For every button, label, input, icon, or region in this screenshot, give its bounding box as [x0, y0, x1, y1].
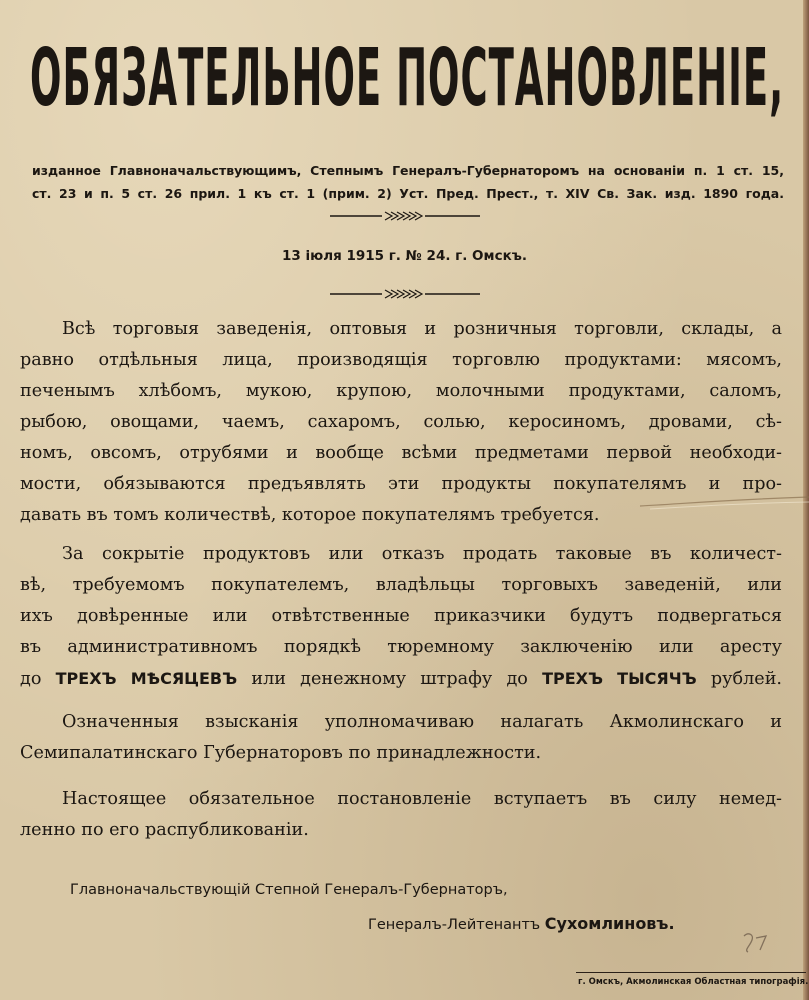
- paragraph-4: [20, 784, 782, 846]
- text-line: давать въ томъ количествѣ, которое покупателямъ требуется.: [20, 505, 600, 525]
- text-line: Всѣ торговыя заведенія, оптовыя и розничныя торговли, склады, а: [62, 319, 782, 339]
- text-line: въ административномъ порядкѣ тюремному заключенію или аресту: [20, 637, 782, 657]
- paragraph-3: [20, 707, 782, 769]
- penalty-term-bold: ТРЕХЪ МѢСЯЦЕВЪ: [55, 669, 238, 688]
- text-fragment: рублей.: [696, 669, 783, 689]
- text-line: вѣ, требуемомъ покупателемъ, владѣльцы торговыхъ заведеній, или: [20, 575, 782, 595]
- signatory-line: [368, 914, 675, 933]
- penalty-amount-bold: ТРЕХЪ ТЫСЯЧЪ: [542, 669, 697, 688]
- text-line: рыбою, овощами, чаемъ, сахаромъ, солью, керосиномъ, дровами, сѣ-: [20, 412, 782, 432]
- ornament-divider-top: [330, 211, 480, 221]
- text-line: Настоящее обязательное постановленіе вступаетъ въ силу немед-: [62, 789, 782, 809]
- issuance-line: изданное Главноначальствующимъ, Степнымъ Генералъ-Губернаторомъ на основаніи п. 1 ст. 15,: [32, 163, 784, 178]
- printer-rule: [576, 972, 806, 973]
- document-title: ОБЯЗАТЕЛЬНОЕ ПОСТАНОВЛЕНІЕ,: [30, 31, 785, 125]
- text-line: Семипалатинскаго Губернаторовъ по принадлежности.: [20, 743, 542, 763]
- issuance-line: ст. 23 и п. 5 ст. 26 прил. 1 къ ст. 1 (прим. 2) Уст. Пред. Прест., т. XIV Св. Зак. изд. 1890 года.: [32, 186, 784, 201]
- issuance-statement: [32, 159, 784, 205]
- signatory-rank: Генералъ-Лейтенантъ: [368, 917, 545, 933]
- text-line: печенымъ хлѣбомъ, мукою, крупою, молочными продуктами, саломъ,: [20, 381, 782, 401]
- signatory-office: Главноначальствующій Степной Генералъ-Губернаторъ,: [70, 882, 508, 898]
- paragraph-2: [20, 539, 782, 695]
- text-line: ленно по его распубликованіи.: [20, 820, 309, 840]
- text-line: За сокрытіе продуктовъ или отказъ продать таковые въ количест-: [62, 544, 782, 564]
- text-line: номъ, овсомъ, отрубями и вообще всѣми предметами первой необходи-: [20, 443, 782, 463]
- printer-imprint: г. Омскъ, Акмолинская Областная типографія.: [578, 977, 809, 987]
- text-line: Означенныя взысканія уполномачиваю налагать Акмолинскаго и: [62, 712, 782, 732]
- penalty-line: [20, 663, 782, 695]
- ornament-divider-bottom: [330, 289, 480, 299]
- signatory-name: Сухомлиновъ.: [544, 914, 675, 933]
- text-fragment: или денежному штрафу до: [237, 669, 543, 689]
- text-line: мости, обязываются предъявлять эти продукты покупателямъ и про-: [20, 474, 782, 494]
- text-line: равно отдѣльныя лица, производящія торговлю продуктами: мясомъ,: [20, 350, 782, 370]
- dateline: 13 іюля 1915 г. № 24. г. Омскъ.: [281, 248, 528, 264]
- text-fragment: до: [20, 669, 56, 689]
- paper-crease: [640, 494, 809, 512]
- handwritten-mark: [738, 928, 772, 958]
- text-line: ихъ довѣренные или отвѣтственные приказчики будутъ подвергаться: [20, 606, 782, 626]
